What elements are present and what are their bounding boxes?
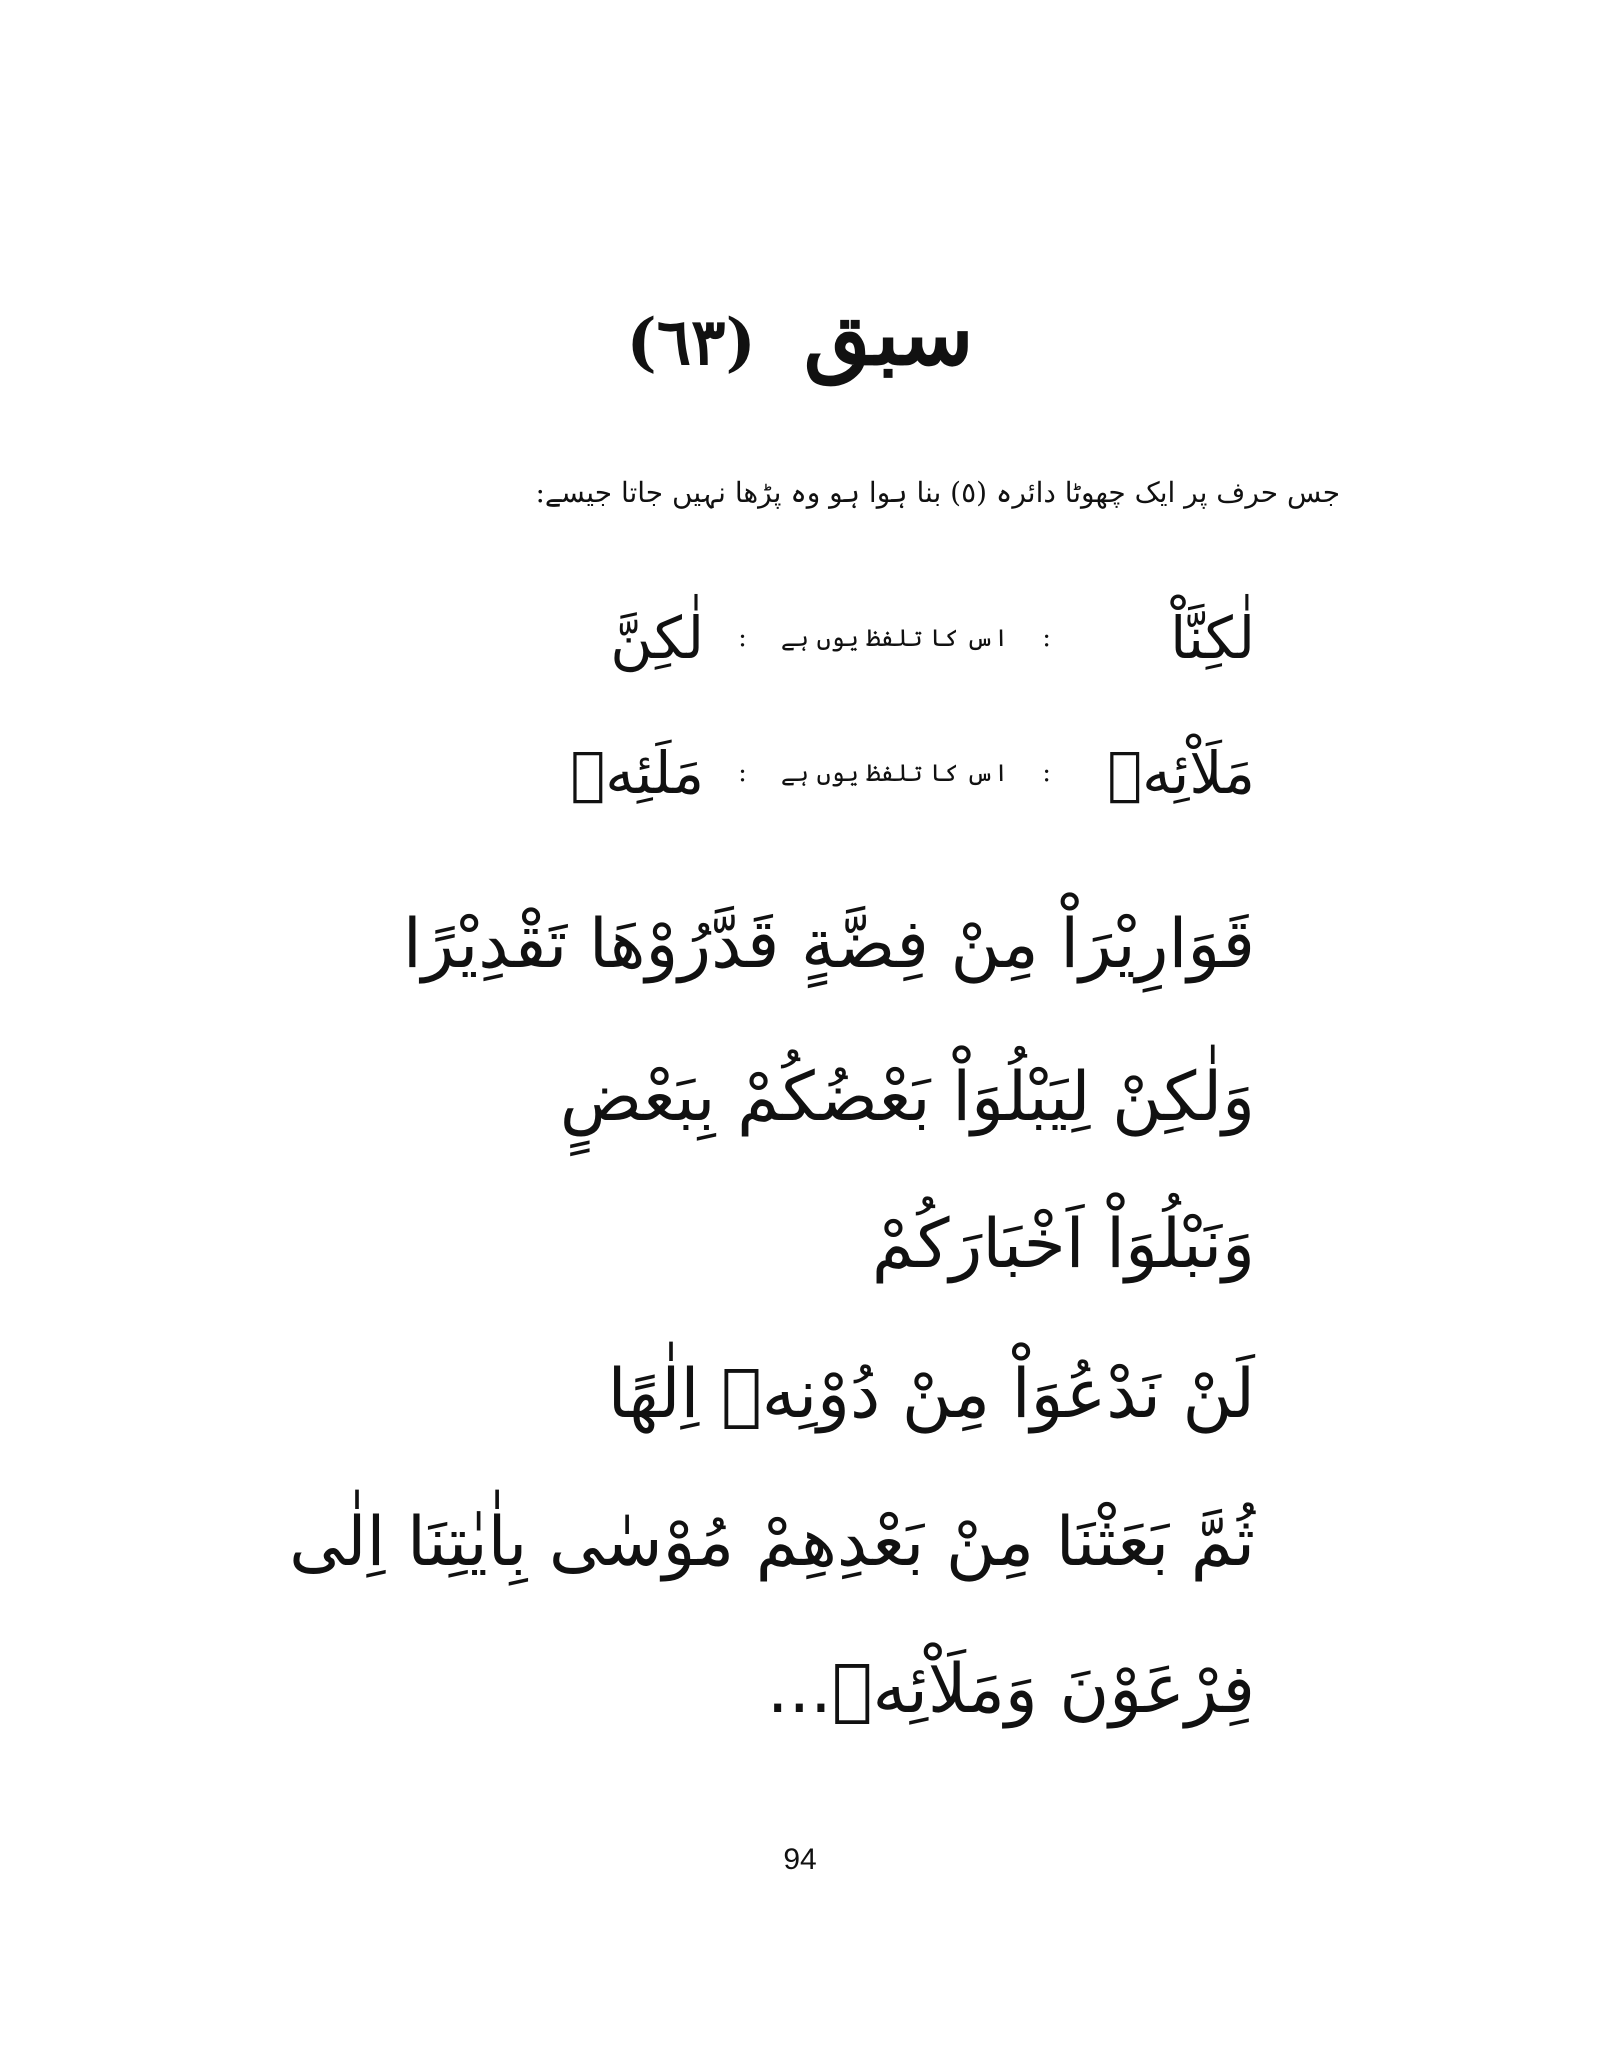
lesson-title: سبق — [803, 284, 974, 385]
example-pronunciation: لٰكِنَّ — [610, 604, 705, 672]
example-word: مَلَاْئِهٖ — [1107, 739, 1255, 807]
example-word: لٰكِنَّاْ — [1170, 604, 1255, 672]
page-number: 94 — [783, 1843, 817, 1876]
lesson-heading — [400, 270, 1200, 408]
pronunciation-note: اس کا تلفظ یوں ہے — [780, 759, 1009, 787]
example-colon: : — [1042, 758, 1051, 788]
example-colon: : — [738, 758, 747, 788]
lesson-number: (٦٣) — [626, 305, 756, 380]
rule-text: جس حرف پر ایک چھوٹا دائرہ (٥) بنا ہوا ہو وہ پڑھا نہیں جاتا جیسے: — [535, 476, 1340, 509]
verse-line: وَنَبْلُوَاْ اَخْبَارَكُمْ — [871, 1205, 1255, 1284]
verse-line: قَوَارِيْرَاْ مِنْ فِضَّةٍ قَدَّرُوْهَا تَقْدِيْرًا — [402, 905, 1255, 984]
example-colon: : — [738, 623, 747, 653]
verse-line: وَلٰكِنْ لِيَبْلُوَاْ بَعْضُكُمْ بِبَعْضٍ — [559, 1058, 1255, 1137]
example-row — [275, 718, 1255, 828]
example-colon: : — [1042, 623, 1051, 653]
verse-line: فِرْعَوْنَ وَمَلَاْئِهٖ... — [766, 1650, 1255, 1729]
pronunciation-note: اس کا تلفظ یوں ہے — [780, 624, 1009, 652]
verse-line: لَنْ نَدْعُوَاْ مِنْ دُوْنِهٖ اِلٰهًا — [607, 1355, 1255, 1434]
example-row — [275, 583, 1255, 693]
verse-line: ثُمَّ بَعَثْنَا مِنْ بَعْدِهِمْ مُوْسٰى بِاٰيٰتِنَا اِلٰى — [289, 1503, 1255, 1582]
example-pronunciation: مَلَئِهٖ — [570, 739, 705, 807]
